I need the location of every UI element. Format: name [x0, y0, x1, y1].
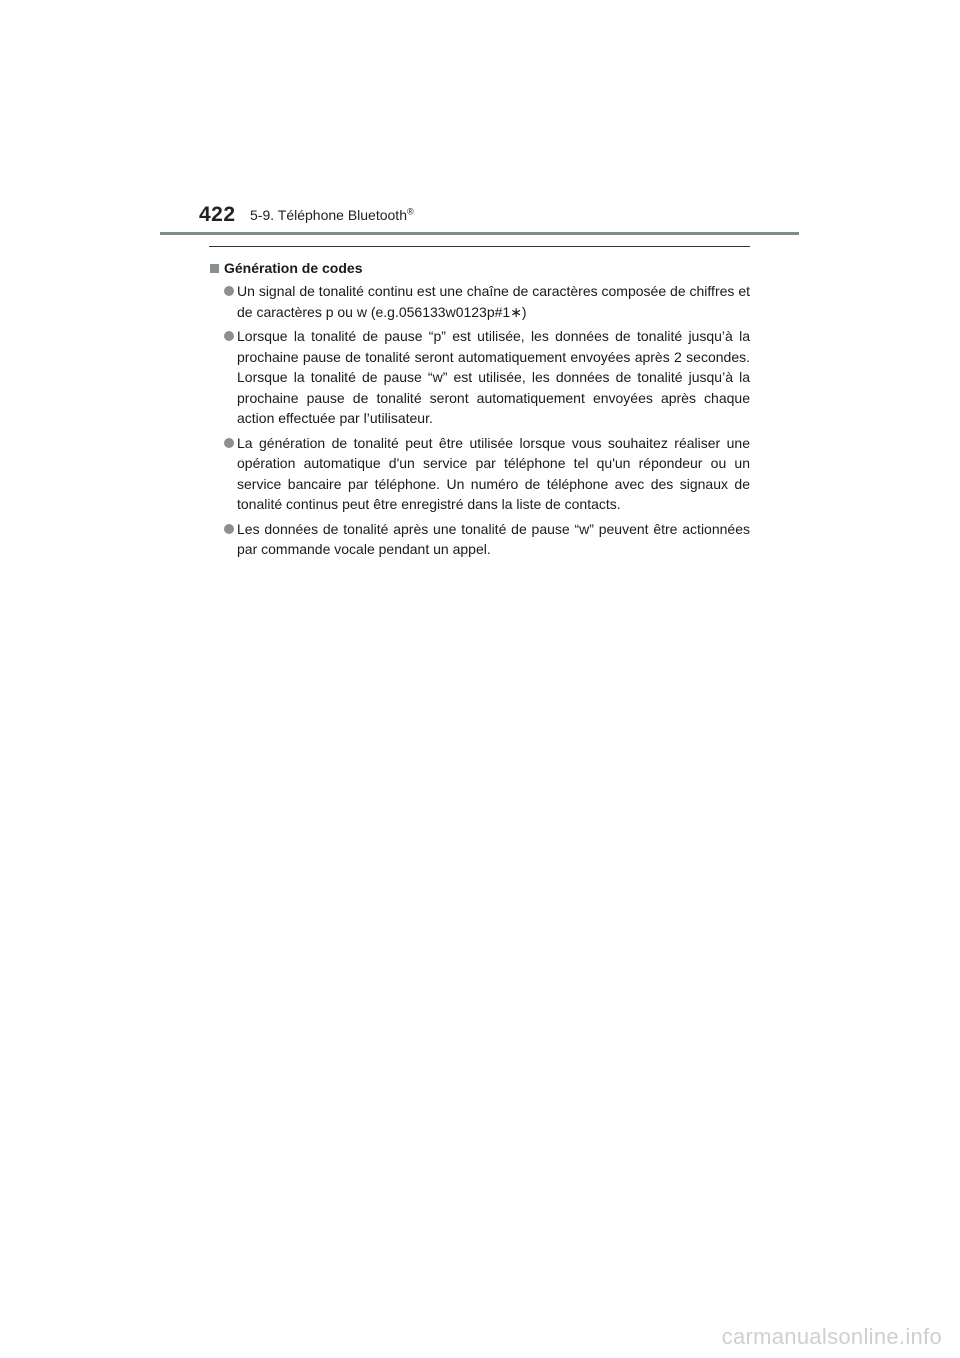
list-item-text: Les données de tonalité après une tonalité de pause “w” peuvent être actionnées par commande vocale pendant un appel.	[237, 520, 750, 557]
circle-bullet-icon	[224, 524, 234, 534]
list-item	[210, 519, 750, 560]
bullet-list	[210, 281, 750, 560]
square-bullet-icon	[210, 264, 219, 273]
chapter-title	[250, 207, 414, 223]
chapter-title-text: 5-9. Téléphone Bluetooth	[250, 207, 407, 223]
header-rule	[160, 232, 799, 235]
list-item	[210, 281, 750, 322]
list-item	[210, 433, 750, 515]
section-heading-text: Génération de codes	[224, 260, 363, 276]
circle-bullet-icon	[224, 438, 234, 448]
section-heading	[210, 258, 750, 278]
list-item	[210, 326, 750, 429]
page-number: 422	[199, 203, 236, 226]
watermark: carmanualsonline.info	[721, 1324, 942, 1349]
section-rule	[209, 246, 750, 247]
list-item-text: Lorsque la tonalité de pause “p” est utilisée, les données de tonalité jusqu’à la prochaine pause de tonalité seront automatiquement envoyées après 2 secondes. Lorsque la tonalité de pause “w” est utilisée, les données de tonalité jusqu’à la prochaine pause de tonalité seront automatiquement envoyées après chaque action effectuée par l’utilisateur.	[237, 328, 750, 426]
registered-mark: ®	[406, 206, 414, 217]
section-content	[210, 258, 750, 564]
list-item-text: Un signal de tonalité continu est une chaîne de caractères composée de chiffres et de caractères p ou w (e.g.056133w0123p#1∗)	[237, 283, 750, 320]
circle-bullet-icon	[224, 286, 234, 296]
list-item-text: La génération de tonalité peut être utilisée lorsque vous souhaitez réaliser une opération automatique d'un service par téléphone tel qu'un répondeur ou un service bancaire par téléphone. Un numéro de téléphone avec des signaux de tonalité continus peut être enregistré dans la liste de contacts.	[237, 434, 750, 512]
circle-bullet-icon	[224, 331, 234, 341]
